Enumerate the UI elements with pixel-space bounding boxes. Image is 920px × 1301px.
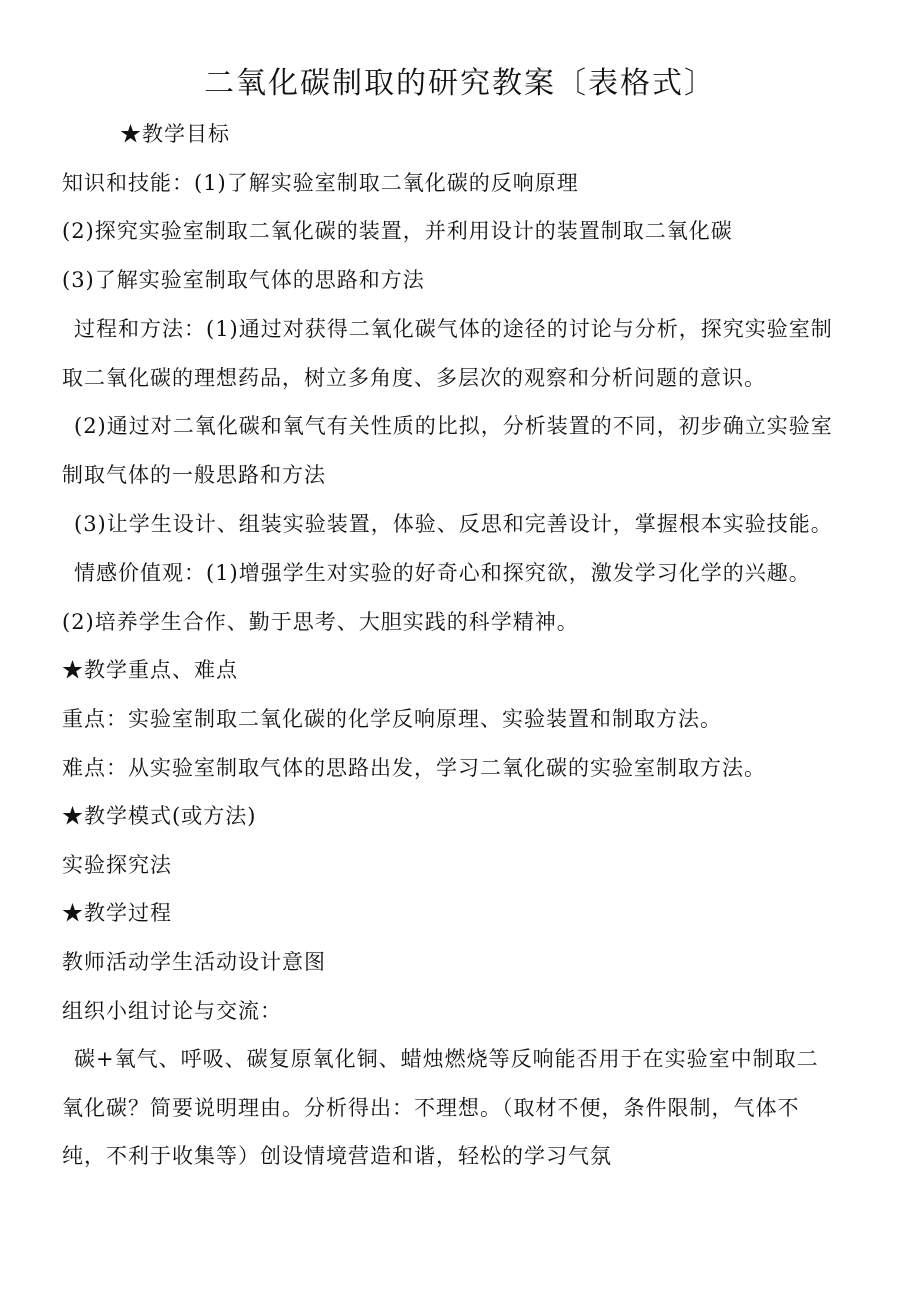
paragraph-line: (2)培养学生合作、勤于思考、大胆实践的科学精神。 (62, 610, 579, 634)
section-heading-teaching-goals: ★教学目标 (120, 122, 230, 146)
paragraph-line: (2)通过对二氧化碳和氧气有关性质的比拟，分析装置的不同，初步确立实验室 (74, 414, 833, 438)
paragraph-line: (2)探究实验室制取二氧化碳的装置，并利用设计的装置制取二氧化碳 (62, 219, 733, 243)
paragraph-line: (3)让学生设计、组装实验装置，体验、反思和完善设计，掌握根本实验技能。 (74, 512, 833, 536)
section-heading-teaching-mode: ★教学模式(或方法) (62, 804, 257, 828)
paragraph-line: 教师活动学生活动设计意图 (62, 950, 326, 974)
paragraph-line: 组织小组讨论与交流： (62, 999, 282, 1023)
paragraph-line: 纯，不利于收集等）创设情境营造和谐，轻松的学习气氛 (62, 1144, 612, 1168)
paragraph-line: 制取气体的一般思路和方法 (62, 463, 326, 487)
paragraph-line: 知识和技能：(1)了解实验室制取二氧化碳的反响原理 (62, 171, 579, 195)
paragraph-line: 实验探究法 (62, 853, 172, 877)
section-heading-key-points: ★教学重点、难点 (62, 658, 238, 682)
paragraph-line: 碳+氧气、呼吸、碳复原氧化铜、蜡烛燃烧等反响能否用于在实验室中制取二 (74, 1047, 819, 1071)
document-title: 二氧化碳制取的研究教案〔表格式〕 (204, 66, 716, 101)
section-heading-teaching-process: ★教学过程 (62, 901, 172, 925)
paragraph-line: 氧化碳？简要说明理由。分析得出：不理想。（取材不便，条件限制，气体不 (62, 1096, 800, 1120)
paragraph-line: 取二氧化碳的理想药品，树立多角度、多层次的观察和分析问题的意识。 (62, 366, 766, 390)
paragraph-line: 情感价值观：(1)增强学生对实验的好奇心和探究欲，激发学习化学的兴趣。 (74, 561, 811, 585)
paragraph-line: (3)了解实验室制取气体的思路和方法 (62, 268, 425, 292)
paragraph-line: 重点：实验室制取二氧化碳的化学反响原理、实验装置和制取方法。 (62, 707, 722, 731)
paragraph-line: 难点：从实验室制取气体的思路出发，学习二氧化碳的实验室制取方法。 (62, 756, 766, 780)
paragraph-line: 过程和方法：(1)通过对获得二氧化碳气体的途径的讨论与分析，探究实验室制 (74, 317, 833, 341)
